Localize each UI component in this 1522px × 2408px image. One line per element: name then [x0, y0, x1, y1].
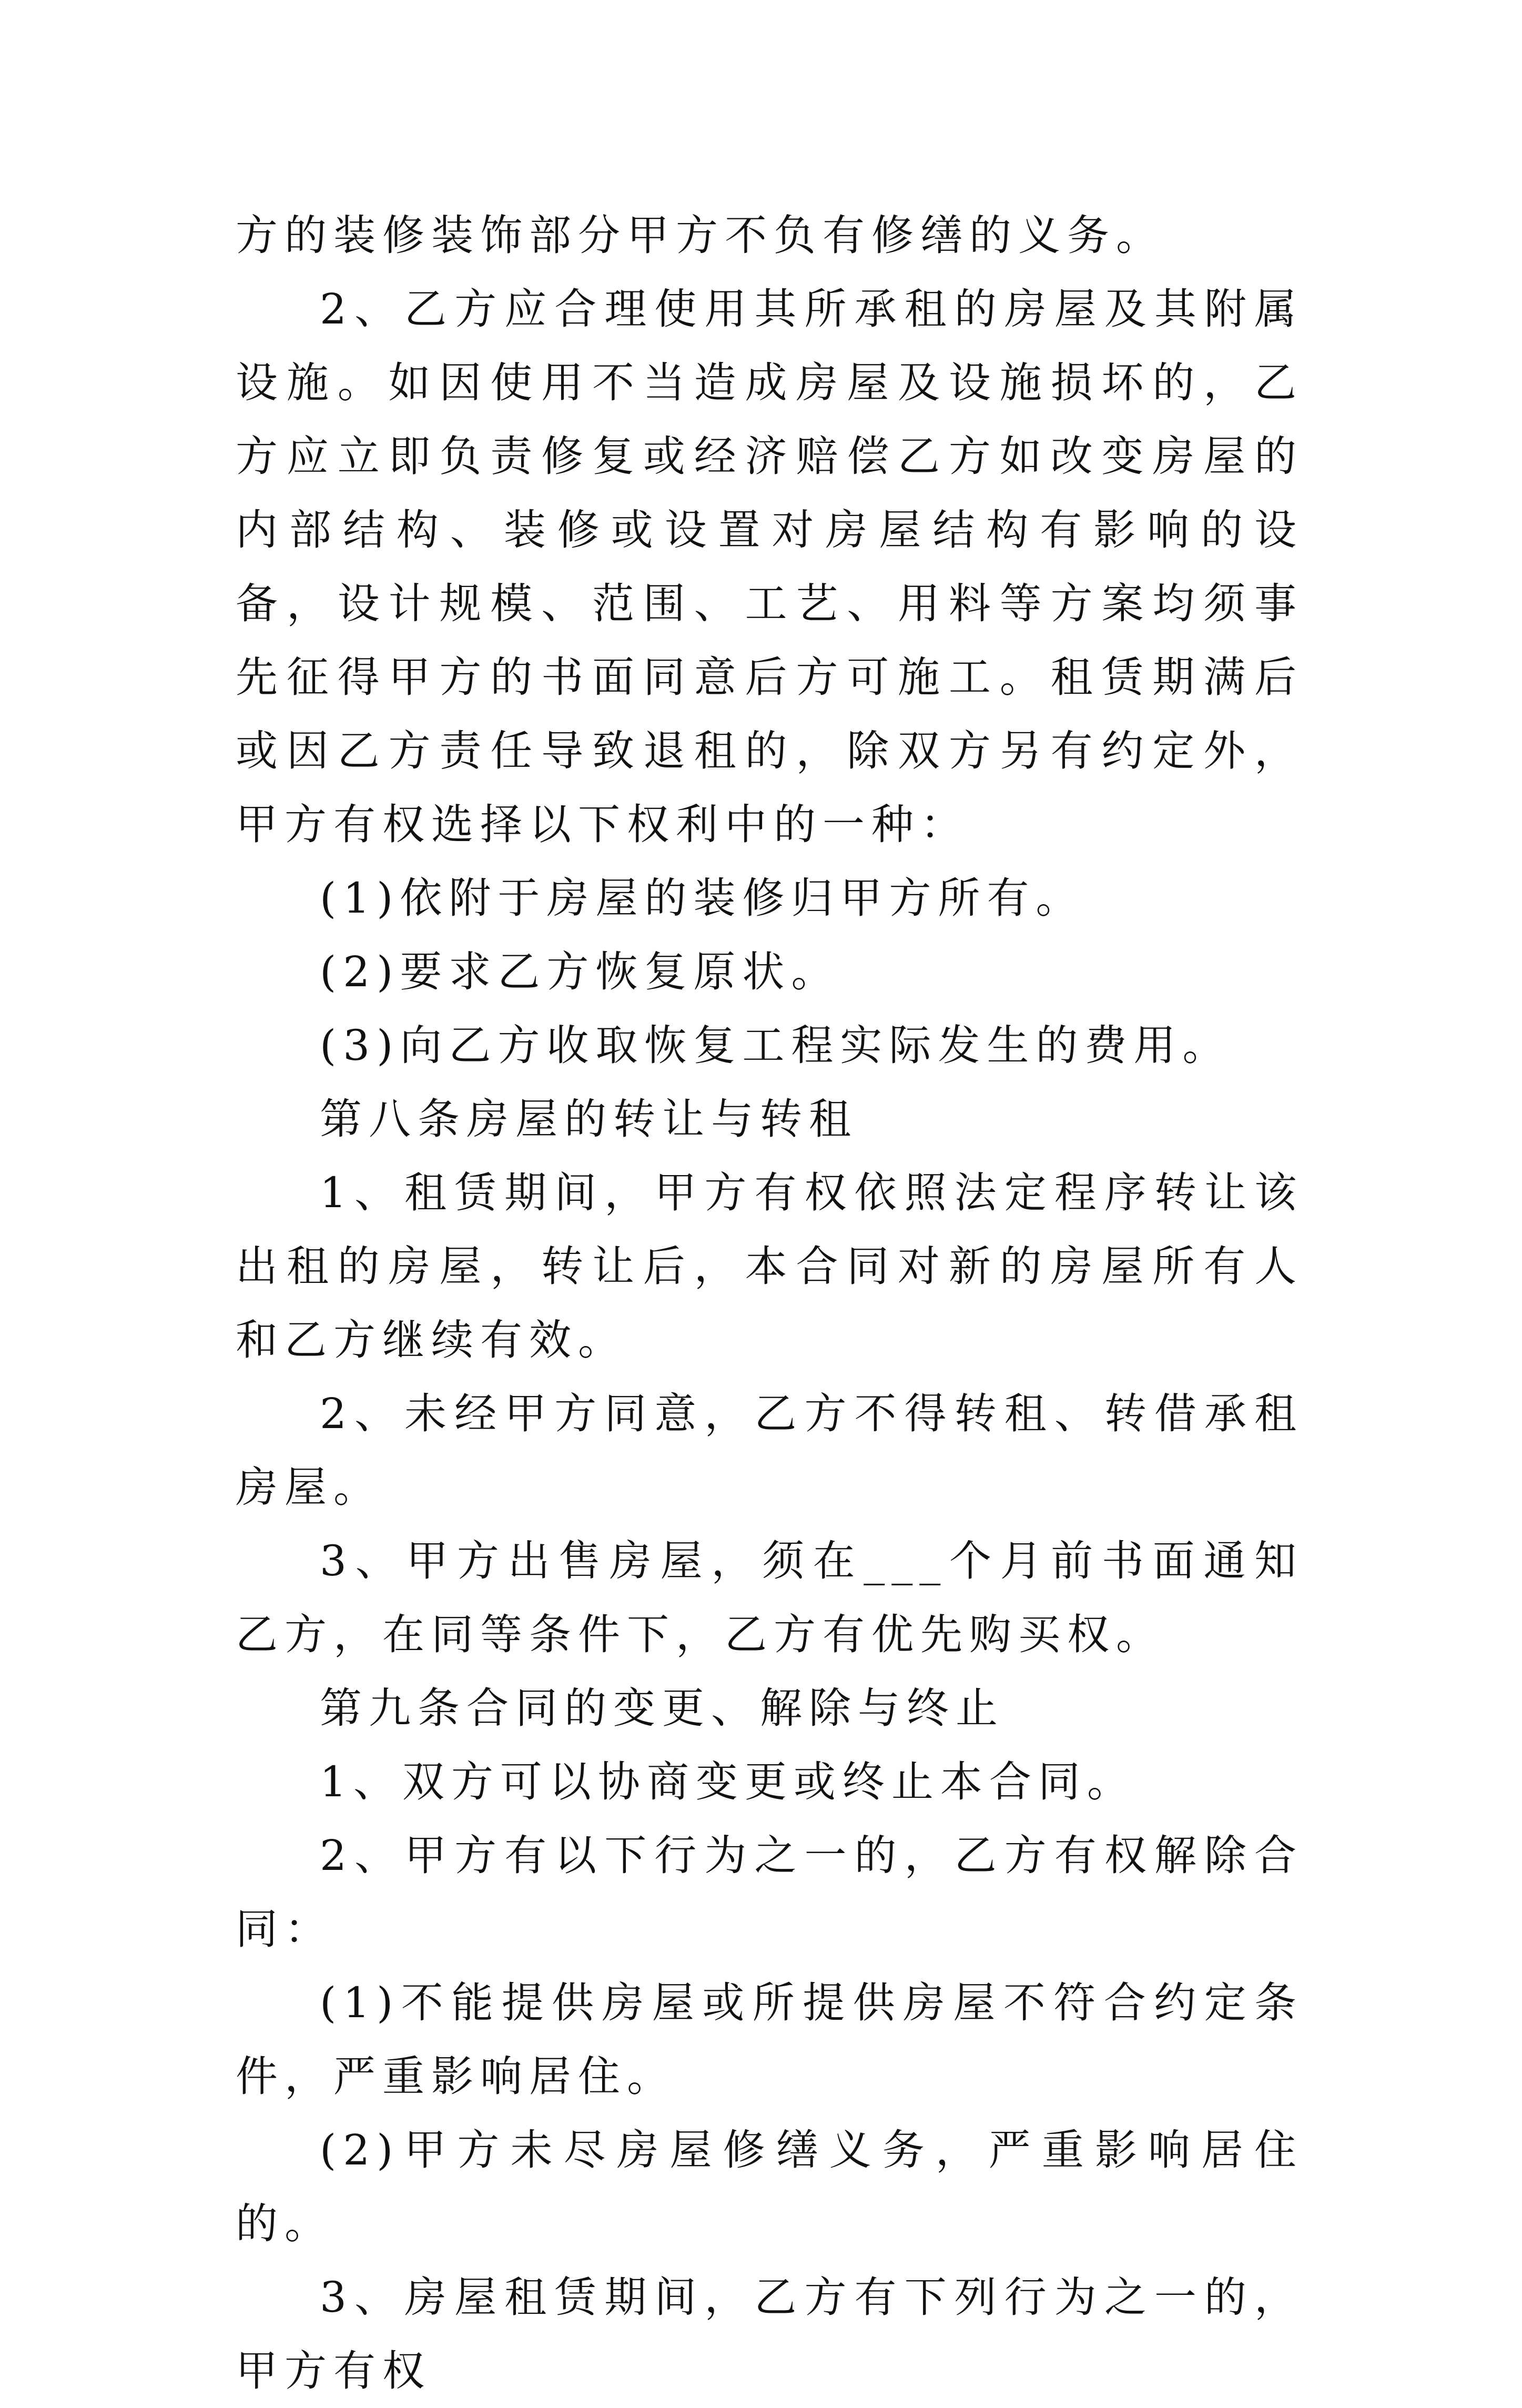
list-item: (3)向乙方收取恢复工程实际发生的费用。	[320, 1021, 1232, 1070]
paragraph: 3、甲方出售房屋，须在___个月前书面通知乙方，在同等条件下，乙方有优先购买权。	[236, 1536, 1303, 1659]
paragraph: 2、甲方有以下行为之一的，乙方有权解除合同：	[236, 1831, 1303, 1954]
list-item: (2)甲方未尽房屋修缮义务，严重影响居住的。	[236, 2126, 1303, 2248]
section-heading: 第九条合同的变更、解除与终止	[320, 1684, 1004, 1733]
paragraph: 1、租赁期间，甲方有权依照法定程序转让该出租的房屋，转让后，本合同对新的房屋所有人和乙方继续有效。	[236, 1168, 1303, 1364]
list-item: (1)依附于房屋的装修归甲方所有。	[320, 874, 1085, 923]
list-item: (2)要求乙方恢复原状。	[320, 947, 840, 996]
paragraph: 2、乙方应合理使用其所承租的房屋及其附属设施。如因使用不当造成房屋及设施损坏的，乙方应立即负责修复或经济赔偿乙方如改变房屋的内部结构、装修或设置对房屋结构有影响的设备，设计规模、范围、工艺、用料等方案均须事先征得甲方的书面同意后方可施工。租赁期满后或因乙方责任导致退租的，除双方另有约定外，甲方有权选择以下权利中的一种：	[236, 285, 1303, 849]
document-body	[236, 199, 1303, 2408]
paragraph: 1、双方可以协商变更或终止本合同。	[320, 1757, 1136, 1806]
section-heading: 第八条房屋的转让与转租	[320, 1095, 858, 1144]
list-item: (1)不能提供房屋或所提供房屋不符合约定条件，严重影响居住。	[236, 1978, 1303, 2101]
paragraph: 3、房屋租赁期间，乙方有下列行为之一的，甲方有权	[236, 2273, 1303, 2395]
paragraph: 方的装修装饰部分甲方不负有修缮的义务。	[236, 211, 1165, 260]
paragraph: 2、未经甲方同意，乙方不得转租、转借承租房屋。	[236, 1389, 1303, 1512]
